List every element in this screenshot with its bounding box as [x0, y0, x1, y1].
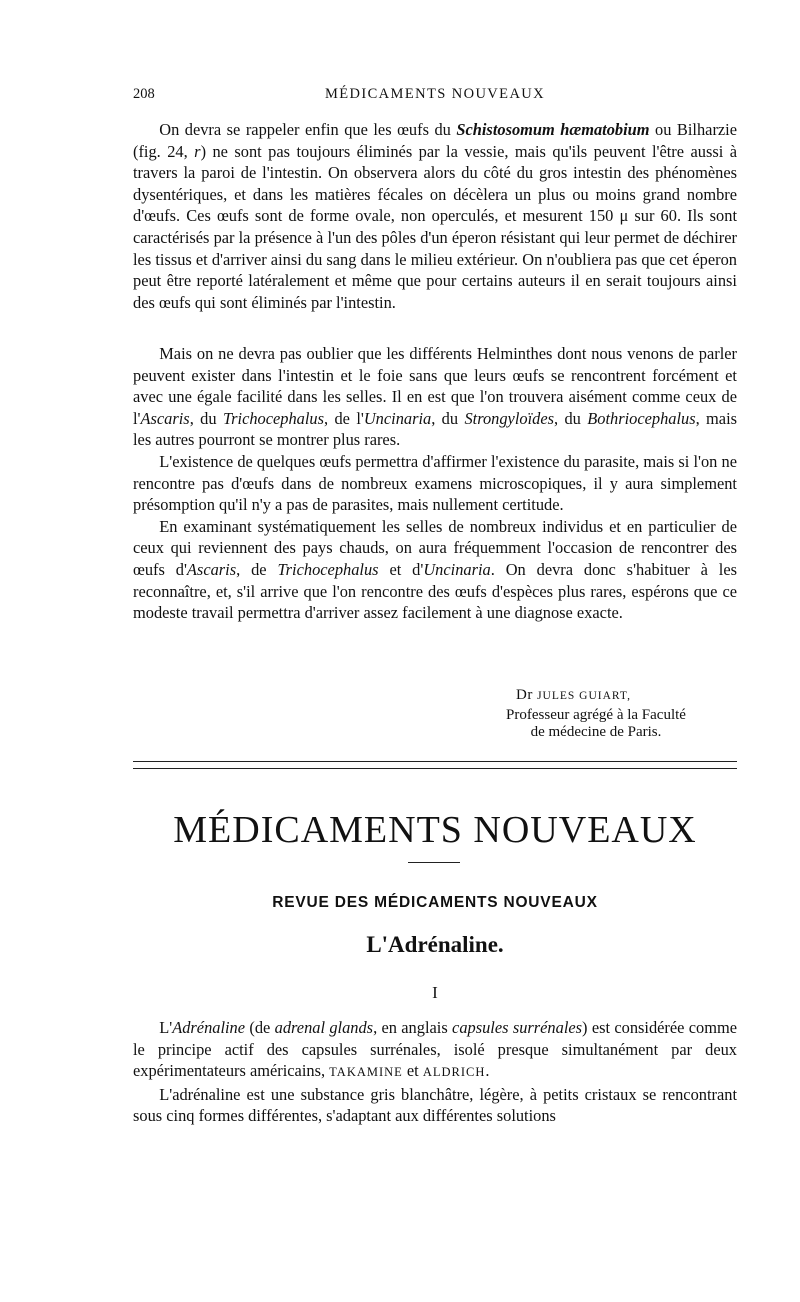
- text-block-2: [133, 343, 737, 624]
- rule-line: [133, 768, 737, 769]
- genus-name: Ascaris: [140, 408, 190, 428]
- person-name: TAKAMINE: [329, 1065, 403, 1080]
- text-run: , du: [431, 408, 465, 428]
- paragraph-existence: L'existence de quelques œufs permettra d'affirmer l'existence du parasite, mais si l'on ne rencontre pas d'œufs dans de nombreux examens microscopiques, il y aura simplement présomption qu'il n'y a pas de parasites, mais nullement certitude.: [133, 451, 737, 515]
- author-affiliation-2: de médecine de Paris.: [530, 724, 662, 740]
- author-affiliation: Professeur agrégé à la Faculté: [506, 707, 686, 723]
- person-name: ALDRICH: [422, 1065, 486, 1080]
- paragraph-helminthes: [133, 343, 737, 451]
- paragraph-examinant: [133, 516, 737, 624]
- text-run: , du: [189, 408, 223, 428]
- text-run: . On devra donc s'habituer à les reconnaître, et, s'il arrive que l'on rencontre des œufs d'espèces plus rares, espérons que ce modeste travail permettra d'arriver assez facilement à une diagnose exacte.: [133, 559, 737, 623]
- double-rule: [133, 761, 737, 771]
- running-head: [133, 86, 737, 108]
- term: Adrénaline: [172, 1018, 246, 1037]
- text-run: L': [159, 1018, 173, 1037]
- paragraph-adrenaline-def: [133, 1017, 737, 1084]
- title-prefix: Dr: [516, 687, 533, 703]
- text-run: , mais les autres pourront se montrer plus rares.: [133, 408, 738, 450]
- text-run: et: [402, 1061, 423, 1081]
- text-block-3: [133, 1017, 737, 1127]
- text-run: , en anglais: [373, 1018, 453, 1037]
- figure-letter: r: [194, 141, 201, 161]
- genus-name: Trichocephalus: [277, 559, 379, 579]
- page-number: 208: [133, 86, 155, 102]
- genus-name: Bothriocephalus: [587, 408, 696, 428]
- paragraph-bilharzie: [133, 119, 737, 313]
- text-run: (de: [245, 1018, 275, 1037]
- section-title: MÉDICAMENTS NOUVEAUX: [173, 809, 697, 851]
- genus-name: Strongyloïdes: [464, 408, 554, 428]
- text-run: , de: [236, 559, 278, 579]
- text-run: ) ne sont pas toujours éliminés par la vessie, mais qu'ils peuvent l'être aussi à travers la paroi de l'intestin. On observera alors du côté du gros intestin des phénomènes dysentériques, et dans les matières fécales on décèlera un plus ou moins grand nombre d'œufs. Ces œufs sont de forme ovale, non operculés, et mesurent 150 μ sur 60. Ils sont caractérisés par la présence à l'un des pôles d'un éperon résistant qui leur permet de déchirer les tissus et d'arriver ainsi du sang dans le milieu extérieur. On n'oubliera pas que cet éperon peut être reporté latéralement et même que pour certains auteurs il en serait toujours ainsi des œufs qui sont éliminés par l'intestin.: [133, 141, 738, 312]
- author-surname: JULES GUIART,: [537, 690, 631, 702]
- author-name: [516, 686, 631, 705]
- section-subtitle: REVUE DES MÉDICAMENTS NOUVEAUX: [272, 894, 598, 911]
- genus-name: Trichocephalus: [222, 408, 325, 428]
- species-name: Schistosomum hæmatobium: [456, 120, 650, 139]
- text-block-1: [133, 119, 737, 313]
- text-run: ) est considérée comme le principe actif des capsules surrénales, isolé presque simultanément par deux expérimentateurs américains,: [133, 1018, 737, 1081]
- text-run: , du: [554, 408, 588, 428]
- article-title: L'Adrénaline.: [366, 932, 504, 957]
- short-rule: [408, 862, 460, 863]
- text-run: On devra se rappeler enfin que les œufs du: [159, 120, 457, 139]
- text-run: ou Bilharzie (fig. 24,: [133, 120, 738, 161]
- running-title: MÉDICAMENTS NOUVEAUX: [324, 86, 546, 102]
- genus-name: Uncinaria: [423, 559, 491, 579]
- term: adrenal glands: [274, 1018, 374, 1037]
- paragraph-adrenaline-desc: L'adrénaline est une substance gris blanchâtre, légère, à petits cristaux se rencontrant sous cinq formes différentes, s'adaptant aux différentes solutions: [133, 1084, 737, 1126]
- text-run: En examinant systématiquement les selles de nombreux individus et en particulier de ceux qui reviennent des pays chauds, on aura fréquemment l'occasion de rencontrer des œufs d': [133, 516, 737, 579]
- text-run: , de l': [324, 408, 364, 428]
- text-run: Mais on ne devra pas oublier que les différents Helminthes dont nous venons de parler peuvent exister dans l'intestin et le foie sans que leurs œufs se rencontrent forcément et avec une égale facilité dans les selles. Il en est que l'on trouvera aisément comme ceux de l': [133, 344, 737, 428]
- genus-name: Uncinaria: [363, 408, 432, 428]
- text-run: .: [485, 1061, 490, 1081]
- genus-name: Ascaris: [186, 559, 237, 579]
- text-run: et d': [378, 559, 424, 579]
- term: capsules surrénales: [452, 1018, 583, 1037]
- rule-line: [133, 761, 737, 762]
- part-number: I: [432, 983, 438, 1002]
